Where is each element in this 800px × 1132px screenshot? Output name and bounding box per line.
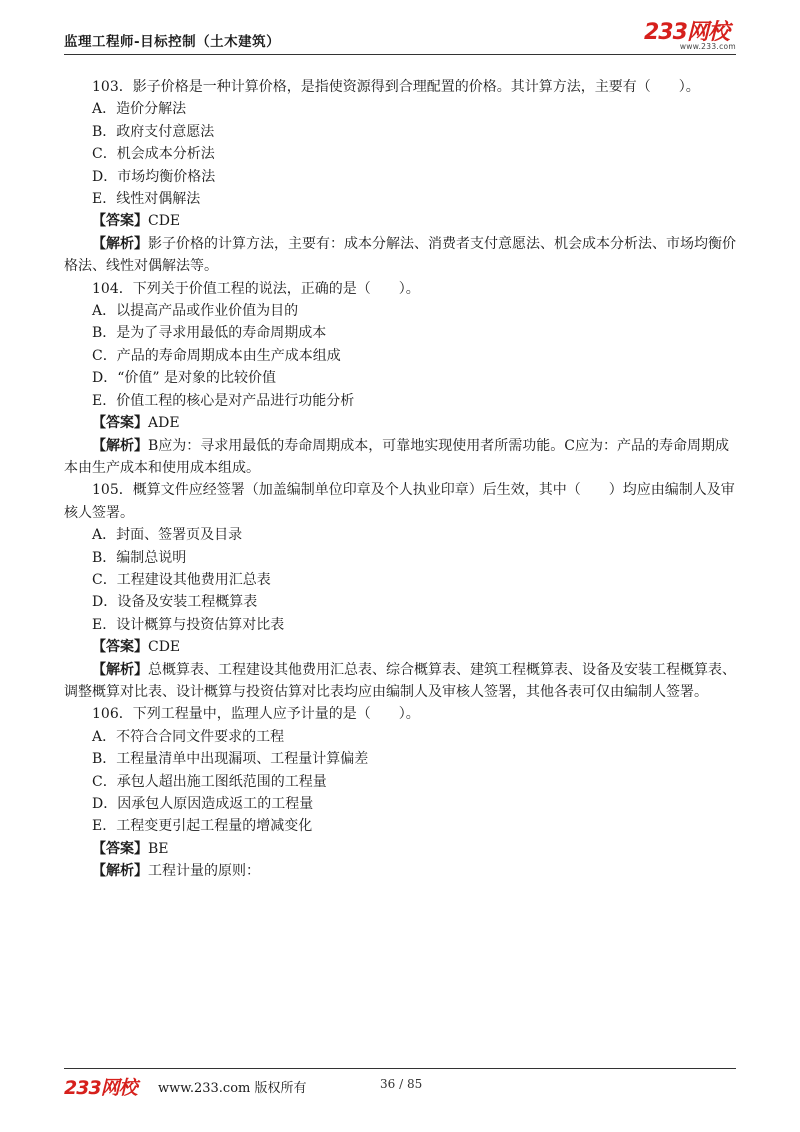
option-c: C．产品的寿命周期成本由生产成本组成: [92, 347, 341, 364]
explanation-tag: 【解析】: [92, 235, 148, 252]
brand-logo-url: www.233.com: [679, 42, 736, 51]
explanation-tag: 【解析】: [92, 437, 148, 454]
option-e: E．价值工程的核心是对产品进行功能分析: [92, 392, 355, 409]
question-item: [64, 703, 736, 882]
header-divider: [64, 54, 736, 55]
option-b: B．是为了寻求用最低的寿命周期成本: [92, 325, 327, 342]
answer-tag: 【答案】: [92, 840, 148, 857]
question-stem: 103．影子价格是一种计算价格，是指使资源得到合理配置的价格。其计算方法，主要有（ ）。: [92, 79, 700, 95]
question-item: [64, 479, 736, 703]
answer-line: [64, 636, 736, 658]
option-b: B．工程量清单中出现漏项、工程量计算偏差: [92, 751, 369, 768]
explanation: [64, 233, 736, 278]
answer-tag: 【答案】: [92, 415, 148, 432]
option-d: D．“价值” 是对象的比较价值: [92, 370, 276, 387]
explanation: [64, 860, 736, 882]
option-d: D．设备及安装工程概算表: [92, 594, 258, 611]
explanation-tag: 【解析】: [92, 863, 148, 880]
document-title: 监理工程师-目标控制（土木建筑）: [64, 34, 281, 50]
answer-line: [64, 210, 736, 232]
question-list: [64, 76, 736, 883]
answer-value: ADE: [148, 415, 180, 432]
answer-line: [64, 412, 736, 434]
explanation-tag: 【解析】: [92, 661, 148, 678]
option-c: C．承包人超出施工图纸范围的工程量: [92, 773, 327, 790]
copyright-text: www.233.com 版权所有: [158, 1081, 307, 1096]
option-b: B．政府支付意愿法: [92, 123, 215, 140]
option-e: E．工程变更引起工程量的增减变化: [92, 818, 313, 835]
option-a: A．造价分解法: [92, 101, 187, 118]
option-d: D．市场均衡价格法: [92, 168, 216, 185]
option-c: C．工程建设其他费用汇总表: [92, 571, 271, 588]
option-e: E．线性对偶解法: [92, 191, 201, 208]
option-e: E．设计概算与投资估算对比表: [92, 616, 285, 633]
question-stem: 104．下列关于价值工程的说法，正确的是（ ）。: [92, 280, 420, 297]
brand-logo-mark: 233网校: [644, 20, 729, 45]
answer-value: CDE: [148, 639, 181, 656]
answer-value: BE: [148, 840, 169, 857]
option-b: B．编制总说明: [92, 549, 187, 566]
option-a: A．不符合合同文件要求的工程: [92, 728, 285, 745]
question-stem: 106．下列工程量中，监理人应予计量的是（ ）。: [92, 706, 420, 723]
footer-divider: [64, 1068, 736, 1069]
footer-logo: 233网校: [64, 1077, 137, 1099]
page-number: 36 / 85: [380, 1077, 423, 1091]
option-d: D．因承包人原因造成返工的工程量: [92, 796, 314, 812]
question-item: [64, 76, 736, 278]
brand-logo: [644, 22, 736, 52]
question-stem: 105．概算文件应经签署（加盖编制单位印章及个人执业印章）后生效，其中（ ）均应由编制人及审核人签署。: [64, 482, 735, 521]
option-c: C．机会成本分析法: [92, 146, 215, 163]
option-a: A．以提高产品或作业价值为目的: [92, 303, 299, 320]
explanation: [64, 659, 736, 704]
explanation-text: 总概算表、工程建设其他费用汇总表、综合概算表、建筑工程概算表、设备及安装工程概算表、调整概算对比表、设计概算与投资估算对比表均应由编制人及审核人签署，其他各表可仅由编制人签署。: [64, 661, 736, 700]
explanation-text: B应为：寻求用最低的寿命周期成本，可靠地实现使用者所需功能。C应为：产品的寿命周期成本由生产成本和使用成本组成。: [64, 437, 729, 476]
answer-tag: 【答案】: [92, 639, 148, 656]
answer-value: CDE: [148, 213, 181, 230]
option-a: A．封面、签署页及目录: [92, 527, 243, 544]
explanation: [64, 435, 736, 480]
answer-line: [64, 838, 736, 860]
explanation-text: 工程计量的原则：: [148, 863, 260, 880]
explanation-text: 影子价格的计算方法，主要有：成本分解法、消费者支付意愿法、机会成本分析法、市场均衡价格法、线性对偶解法等。: [64, 235, 736, 275]
answer-tag: 【答案】: [92, 213, 148, 230]
question-item: [64, 278, 736, 480]
